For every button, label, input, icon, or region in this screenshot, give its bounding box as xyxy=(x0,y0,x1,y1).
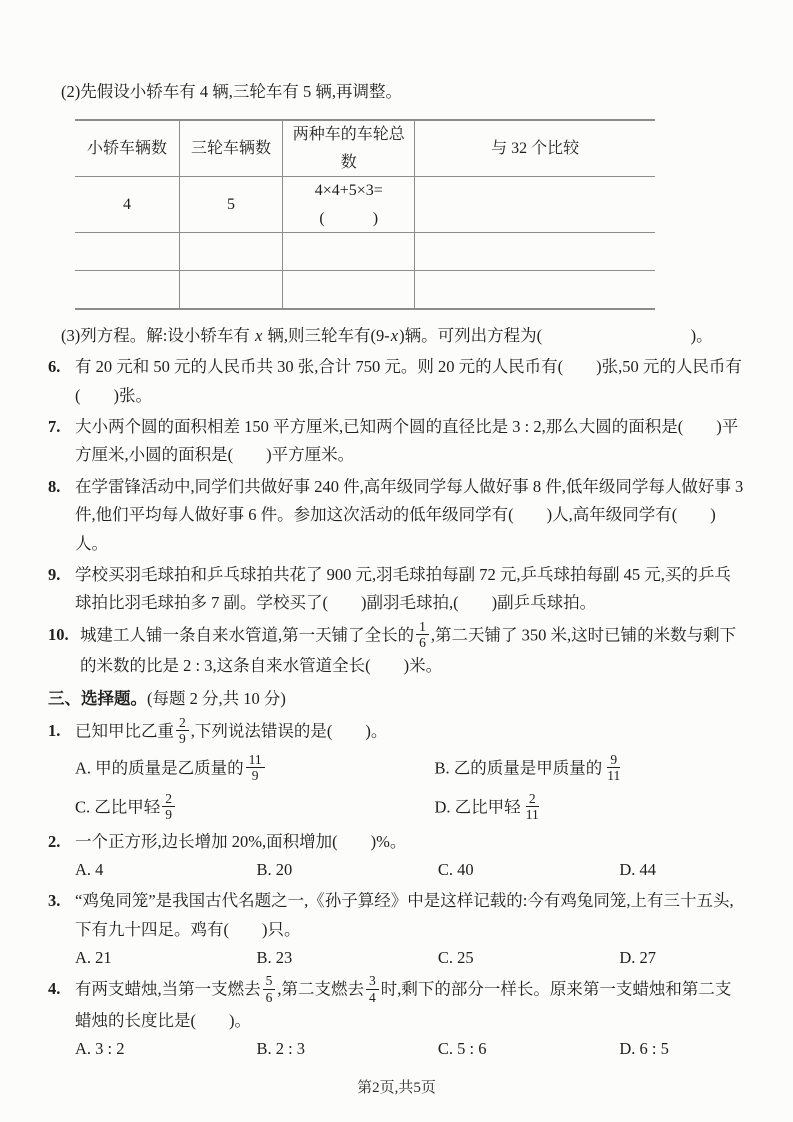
fraction-3-4 xyxy=(366,973,379,1004)
fraction-denominator: 9 xyxy=(251,768,259,784)
fraction-numerator: 1 xyxy=(416,619,429,635)
fraction-numerator: 3 xyxy=(366,973,379,989)
question-number: 1. xyxy=(48,720,61,740)
option-c: C. 40 xyxy=(437,859,474,879)
page-footer: 第2页,共5页 xyxy=(357,1080,436,1097)
fraction-denominator: 4 xyxy=(369,989,376,1005)
option-d: D. 27 xyxy=(619,948,656,968)
section-score-note: (每题 2 分,共 10 分) xyxy=(147,689,286,709)
table-row xyxy=(75,177,655,233)
question-text-segment: ,下列说法错误的是( )。 xyxy=(190,721,388,741)
fraction-numerator: 2 xyxy=(176,715,189,731)
table-cell xyxy=(415,233,655,271)
question-10 xyxy=(48,618,747,681)
option-a: A. 3 : 2 xyxy=(75,1039,125,1059)
option-c: C. 5 : 6 xyxy=(437,1039,487,1059)
option-grid xyxy=(75,944,747,972)
question-5-sub-3-text: )辆。可列出方程为( )。 xyxy=(399,325,713,345)
question-text xyxy=(80,618,747,681)
table-cell xyxy=(283,233,415,271)
fraction-denominator: 9 xyxy=(165,807,173,823)
question-number: 9. xyxy=(48,564,61,584)
fraction-1-6 xyxy=(416,619,429,650)
question-text: 在学雷锋活动中,同学们共做好事 240 件,高年级同学每人做好事 8 件,低年级同学每人做好事 3 件,他们平均每人做好事 6 件。参加这次活动的低年级同学有( )人,高年级同学有( )人。 xyxy=(75,476,744,553)
question-number: 10. xyxy=(48,624,69,644)
table-cell xyxy=(283,271,415,309)
table-header-compare-32: 与 32 个比较 xyxy=(415,120,655,177)
option-d: D. 44 xyxy=(619,859,656,879)
table-row xyxy=(75,271,655,309)
fraction-numerator: 2 xyxy=(526,791,539,807)
section-3-header xyxy=(48,685,747,713)
question-text: 学校买羽毛球拍和乒乓球拍共花了 900 元,羽毛球拍每副 72 元,乒乓球拍每副 45 元,买的乒乓球拍比羽毛球拍多 7 副。学校买了( )副羽毛球拍,( )副乒乓球拍。 xyxy=(75,564,731,613)
question-text-segment: 一个正方形,边长增加 20%,面积增加( )%。 xyxy=(75,831,407,851)
fraction-denominator: 11 xyxy=(525,807,539,823)
question-number: 4. xyxy=(48,979,61,999)
fraction-numerator: 5 xyxy=(263,973,276,989)
choice-question-3 xyxy=(48,887,747,972)
section-title: 三、选择题。 xyxy=(48,689,147,709)
fraction-2-9 xyxy=(162,791,175,822)
choice-question-1 xyxy=(48,714,747,825)
fraction-denominator: 9 xyxy=(179,730,186,746)
variable-x: x xyxy=(254,325,263,345)
table-cell xyxy=(75,233,179,271)
table-cell xyxy=(415,271,655,309)
car-wheels-table xyxy=(75,119,655,310)
question-text-segment: 城建工人铺一条自来水管道,第一天铺了全长的 xyxy=(80,625,415,645)
option-grid xyxy=(75,754,747,825)
fraction-numerator: 2 xyxy=(162,791,175,807)
fraction-9-11 xyxy=(604,752,623,783)
question-number: 3. xyxy=(48,891,61,911)
option-d xyxy=(435,793,747,824)
table-row xyxy=(75,233,655,271)
option-d: D. 6 : 5 xyxy=(619,1039,669,1059)
question-text xyxy=(75,828,747,885)
question-5-sub-3 xyxy=(61,322,747,350)
table-cell: 4×4+5×3=( ) xyxy=(283,177,415,233)
question-number: 7. xyxy=(48,417,61,437)
question-number: 2. xyxy=(48,831,61,851)
question-text-segment: 已知甲比乙重 xyxy=(75,721,174,741)
table-cell xyxy=(179,271,282,309)
option-a xyxy=(75,754,435,785)
table-cell xyxy=(75,271,179,309)
option-b xyxy=(435,754,747,785)
table-header-row xyxy=(75,120,655,177)
question-8 xyxy=(48,473,747,558)
question-number: 8. xyxy=(48,476,61,496)
table-cell xyxy=(179,233,282,271)
option-b: B. 23 xyxy=(256,948,293,968)
fraction-denominator: 6 xyxy=(419,634,426,650)
option-b: B. 20 xyxy=(256,859,293,879)
question-text: 大小两个圆的面积相差 150 平方厘米,已知两个圆的直径比是 3 : 2,那么大圆的面积是( )平方厘米,小圆的面积是( )平方厘米。 xyxy=(75,417,739,465)
question-text-segment: “鸡兔同笼”是我国古代名题之一,《孙子算经》中是这样记载的:今有鸡兔同笼,上有三十五头,下有九十四足。鸡有( )只。 xyxy=(75,891,734,939)
question-text xyxy=(75,975,747,1063)
option-c xyxy=(75,793,435,824)
question-text xyxy=(75,887,747,972)
table-header-total-wheels: 两种车的车轮总数 xyxy=(283,120,415,177)
question-5-sub-3-text: 辆,则三轮车有(9- xyxy=(263,325,390,345)
question-text-segment: ,第二天铺了 350 米,这时已铺的米数与剩下的米数的比是 2 : 3,这条自来水管道全长( )米。 xyxy=(80,625,737,675)
choice-question-4 xyxy=(48,975,747,1063)
table-cell xyxy=(415,177,655,233)
fraction-11-9 xyxy=(246,752,265,783)
option-label: D. 乙比甲轻 xyxy=(434,797,521,817)
question-5-sub-2 xyxy=(61,78,747,106)
variable-x: x xyxy=(390,325,399,345)
question-text xyxy=(75,714,747,825)
fraction-numerator: 9 xyxy=(607,752,620,768)
choice-question-2 xyxy=(48,828,747,885)
table-cell: 5 xyxy=(179,177,282,233)
question-text-segment: 时,剩下的部分一样长。原来第一支蜡烛和第二支蜡烛的长度比是( )。 xyxy=(75,979,732,1030)
fraction-numerator: 11 xyxy=(246,752,265,768)
table-header-cars: 小轿车辆数 xyxy=(75,120,179,177)
table-cell: 4 xyxy=(75,177,179,233)
question-5-sub-2-text: (2)先假设小轿车有 4 辆,三轮车有 5 辆,再调整。 xyxy=(61,82,402,101)
question-text-segment: 有两支蜡烛,当第一支燃去 xyxy=(75,979,261,999)
question-7 xyxy=(48,413,747,470)
question-5-sub-3-text: (3)列方程。解:设小轿车有 xyxy=(61,325,254,345)
question-6 xyxy=(48,353,747,410)
fraction-5-6 xyxy=(263,973,276,1004)
table-header-tricycles: 三轮车辆数 xyxy=(179,120,282,177)
question-text-segment: ,第二支燃去 xyxy=(277,979,365,999)
option-grid xyxy=(75,856,747,884)
question-9 xyxy=(48,561,747,618)
option-label: A. 甲的质量是乙质量的 xyxy=(75,758,244,778)
fraction-2-11 xyxy=(523,791,542,822)
fraction-denominator: 6 xyxy=(265,989,273,1005)
question-text: 有 20 元和 50 元的人民币共 30 张,合计 750 元。则 20 元的人民币有( )张,50 元的人民币有( )张。 xyxy=(75,357,742,405)
question-number: 6. xyxy=(48,357,61,377)
fraction-denominator: 11 xyxy=(607,768,621,784)
option-label: B. 乙的质量是甲质量的 xyxy=(434,758,603,778)
option-b: B. 2 : 3 xyxy=(256,1039,306,1059)
option-grid xyxy=(75,1035,747,1063)
fraction-2-9 xyxy=(176,715,189,746)
option-c: C. 25 xyxy=(437,948,474,968)
option-a: A. 21 xyxy=(75,948,112,968)
option-label: C. 乙比甲轻 xyxy=(75,797,161,817)
option-a: A. 4 xyxy=(75,859,104,879)
